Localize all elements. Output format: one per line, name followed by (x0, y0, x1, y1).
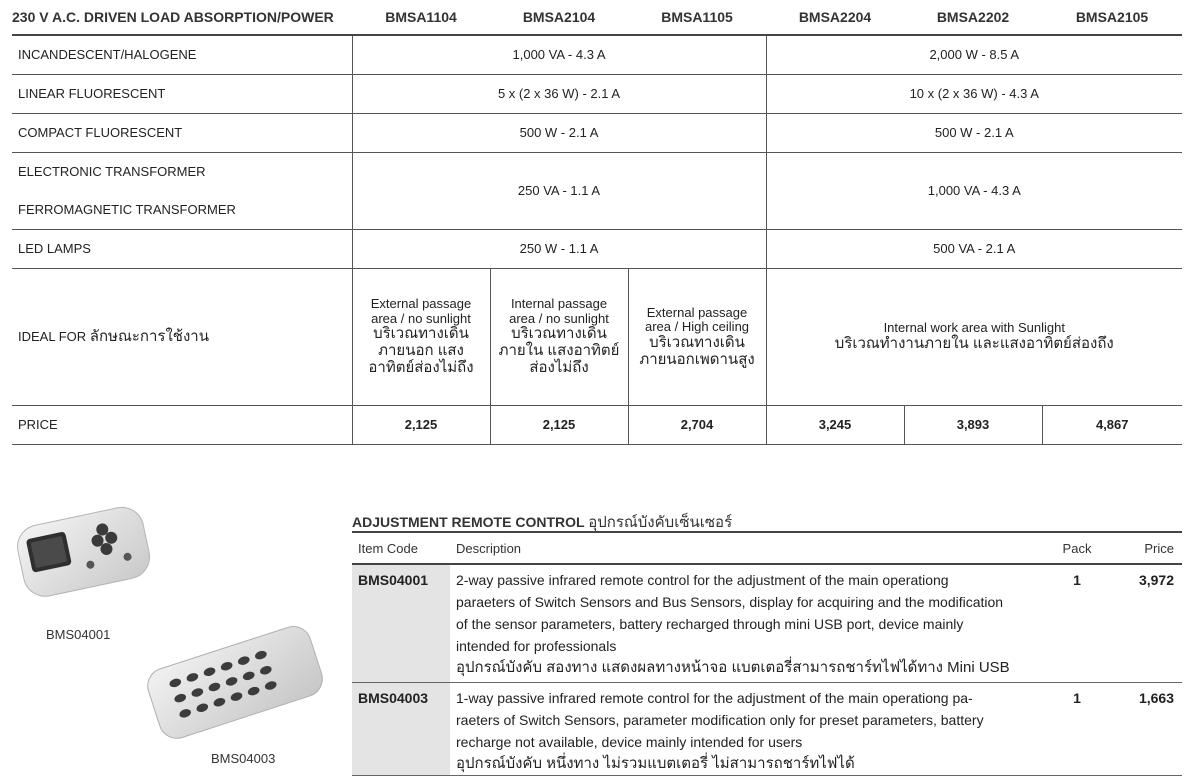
row-label: PRICE (12, 406, 352, 445)
ideal-text-th: บริเวณทางเดินภายนอกเพดานสูง (639, 333, 755, 368)
desc-line: 1-way passive infrared remote control for the adjustment of the main operationg pa- (456, 689, 973, 706)
row-label: ELECTRONIC TRANSFORMER (12, 153, 352, 192)
price-bmsa1105: 2,704 (628, 406, 766, 445)
spec-header-row (12, 0, 1182, 35)
desc-line: 2-way passive infrared remote control for the adjustment of the main operationg (456, 572, 949, 588)
item-description (450, 682, 1042, 775)
value-group1: 500 W - 2.1 A (352, 114, 766, 153)
item-price: 3,972 (1112, 564, 1182, 682)
ideal-text-th: บริเวณทางเดินภายนอก แสงอาทิตย์ส่องไม่ถึง (368, 325, 474, 376)
desc-line: paraeters of Switch Sensors and Bus Sensors, display for acquiring and the modification (456, 594, 1004, 610)
price-bmsa2204: 3,245 (766, 406, 904, 445)
price-bmsa2105: 4,867 (1042, 406, 1182, 445)
value-group2: 1,000 VA - 4.3 A (766, 153, 1182, 230)
ideal-text-en: Internal work area with Sunlight (883, 320, 1065, 336)
value-group2: 10 x (2 x 36 W) - 4.3 A (766, 75, 1182, 114)
remote-section-title-th: อุปกรณ์บังคับเซ็นเซอร์ (588, 514, 733, 531)
ideal-label-th: ลักษณะการใช้งาน (89, 327, 209, 345)
col-description: Description (450, 532, 1042, 564)
col-item-code: Item Code (352, 532, 450, 564)
remote-table (352, 531, 1182, 776)
value-group1: 1,000 VA - 4.3 A (352, 35, 766, 75)
remote-table-header (352, 532, 1182, 564)
row-label: LED LAMPS (12, 230, 352, 269)
model-header-bmsa1104: BMSA1104 (352, 0, 490, 35)
ideal-text-en: External passage area / no sunlight (370, 296, 472, 326)
model-header-bmsa2104: BMSA2104 (490, 0, 628, 35)
row-label: INCANDESCENT/HALOGENE (12, 35, 352, 75)
remote-bms04001-caption: BMS04001 (46, 627, 111, 642)
ideal-text-th: บริเวณทำงานภายใน และแสงอาทิตย์ส่องถึง (834, 334, 1114, 352)
row-label: COMPACT FLUORESCENT (12, 114, 352, 153)
item-code: BMS04001 (352, 564, 450, 682)
price-bmsa2104: 2,125 (490, 406, 628, 445)
remote-bms04001-image (8, 494, 158, 614)
ideal-bmsa2104 (490, 269, 628, 406)
table-row (352, 564, 1182, 682)
spec-table (12, 0, 1182, 445)
price-bmsa2202: 3,893 (904, 406, 1042, 445)
remote-bms04003-caption: BMS04003 (211, 751, 276, 766)
row-linear-fluorescent (12, 75, 1182, 114)
item-pack: 1 (1042, 682, 1112, 775)
desc-line: raeters of Switch Sensors, parameter modification only for preset parameters, battery (456, 711, 984, 728)
row-electronic-transformer (12, 153, 1182, 192)
value-group1: 5 x (2 x 36 W) - 2.1 A (352, 75, 766, 114)
ideal-group2 (766, 269, 1182, 406)
value-group2: 500 W - 2.1 A (766, 114, 1182, 153)
row-incandescent (12, 35, 1182, 75)
model-header-bmsa2204: BMSA2204 (766, 0, 904, 35)
desc-line: recharge not available, device mainly intended for users (456, 733, 803, 750)
item-code: BMS04003 (352, 682, 450, 775)
ideal-text-th: บริเวณทางเดินภายใน แสงอาทิตย์ส่องไม่ถึง (498, 325, 620, 376)
value-group1: 250 VA - 1.1 A (352, 153, 766, 230)
col-price: Price (1112, 532, 1182, 564)
spec-header-label: 230 V A.C. DRIVEN LOAD ABSORPTION/POWER (12, 0, 352, 35)
col-pack: Pack (1042, 532, 1112, 564)
ideal-label-en: IDEAL FOR (18, 328, 87, 344)
row-price (12, 406, 1182, 445)
price-bmsa1104: 2,125 (352, 406, 490, 445)
value-group2: 500 VA - 2.1 A (766, 230, 1182, 269)
model-header-bmsa2202: BMSA2202 (904, 0, 1042, 35)
row-compact-fluorescent (12, 114, 1182, 153)
ideal-text-en: External passage area / High ceiling (644, 304, 750, 335)
item-price: 1,663 (1112, 682, 1182, 775)
row-ideal-for (12, 269, 1182, 406)
remote-bms04003-image (130, 618, 330, 748)
desc-line: of the sensor parameters, battery recharged through mini USB port, device mainly (456, 616, 964, 632)
item-pack: 1 (1042, 564, 1112, 682)
row-label: FERROMAGNETIC TRANSFORMER (12, 191, 352, 230)
item-description (450, 564, 1042, 682)
desc-thai: อุปกรณ์บังคับ หนึ่งทาง ไม่รวมแบตเตอรี่ ไม่สามารถชาร์ทไฟได้ (456, 754, 855, 772)
row-label: LINEAR FLUORESCENT (12, 75, 352, 114)
remote-section-title-en: ADJUSTMENT REMOTE CONTROL (352, 514, 585, 530)
row-label (12, 269, 352, 406)
row-led-lamps (12, 230, 1182, 269)
model-header-bmsa1105: BMSA1105 (628, 0, 766, 35)
ideal-text-en: Internal passage area / no sunlight (509, 296, 609, 326)
table-row (352, 682, 1182, 775)
value-group1: 250 W - 1.1 A (352, 230, 766, 269)
value-group2: 2,000 W - 8.5 A (766, 35, 1182, 75)
ideal-bmsa1105 (628, 269, 766, 406)
model-header-bmsa2105: BMSA2105 (1042, 0, 1182, 35)
desc-line: intended for professionals (456, 638, 617, 654)
desc-thai: อุปกรณ์บังคับ สองทาง แสดงผลทางหน้าจอ แบตเตอรี่สามารถชาร์ทไฟได้ทาง Mini USB (456, 659, 1010, 676)
ideal-bmsa1104 (352, 269, 490, 406)
